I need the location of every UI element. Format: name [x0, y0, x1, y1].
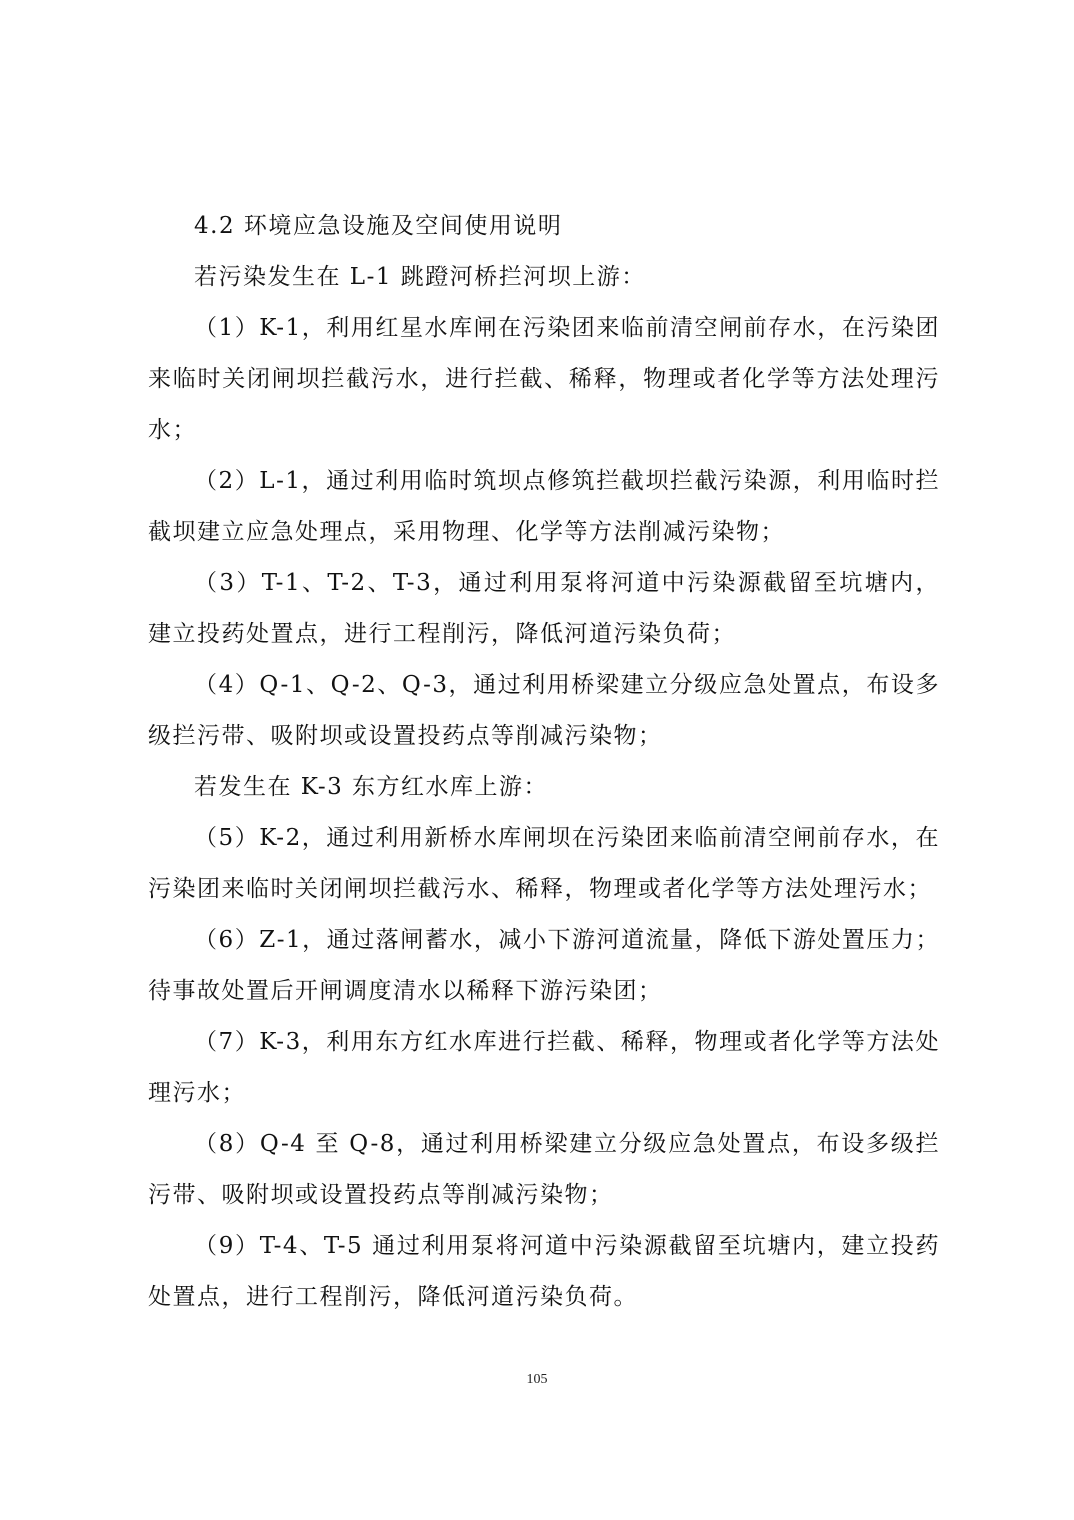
paragraph-item-8: （8）Q-4 至 Q-8，通过利用桥梁建立分级应急处置点，布设多级拦污带、吸附坝或设置投药点等削减污染物；	[148, 1131, 940, 1208]
paragraph-item-6: （6）Z-1，通过落闸蓄水，减小下游河道流量，降低下游处置压力；待事故处置后开闸调度清水以稀释下游污染团；	[148, 927, 940, 1004]
paragraph-item-7: （7）K-3，利用东方红水库进行拦截、稀释，物理或者化学等方法处理污水；	[148, 1029, 940, 1106]
page-number: 105	[526, 1372, 548, 1387]
paragraph-item-2: （2）L-1，通过利用临时筑坝点修筑拦截坝拦截污染源，利用临时拦截坝建立应急处理点，采用物理、化学等方法削减污染物；	[148, 468, 940, 545]
paragraph-item-3: （3）T-1、T-2、T-3，通过利用泵将河道中污染源截留至坑塘内，建立投药处置点，进行工程削污，降低河道污染负荷；	[148, 570, 940, 647]
paragraph-intro-k3: 若发生在 K-3 东方红水库上游：	[194, 774, 549, 800]
paragraph-item-9: （9）T-4、T-5 通过利用泵将河道中污染源截留至坑塘内，建立投药处置点，进行工程削污，降低河道污染负荷。	[148, 1233, 940, 1310]
paragraph-item-1: （1）K-1，利用红星水库闸在污染团来临前清空闸前存水，在污染团来临时关闭闸坝拦截污水，进行拦截、稀释，物理或者化学等方法处理污水；	[148, 315, 940, 443]
paragraph-item-4: （4）Q-1、Q-2、Q-3，通过利用桥梁建立分级应急处置点，布设多级拦污带、吸附坝或设置投药点等削减污染物；	[148, 672, 940, 749]
paragraph-intro-l1: 若污染发生在 L-1 跳蹬河桥拦河坝上游：	[194, 264, 646, 290]
section-heading: 4.2 环境应急设施及空间使用说明	[194, 213, 563, 239]
document-body	[148, 201, 940, 1323]
paragraph-item-5: （5）K-2，通过利用新桥水库闸坝在污染团来临前清空闸前存水，在污染团来临时关闭闸坝拦截污水、稀释，物理或者化学等方法处理污水；	[148, 825, 940, 902]
